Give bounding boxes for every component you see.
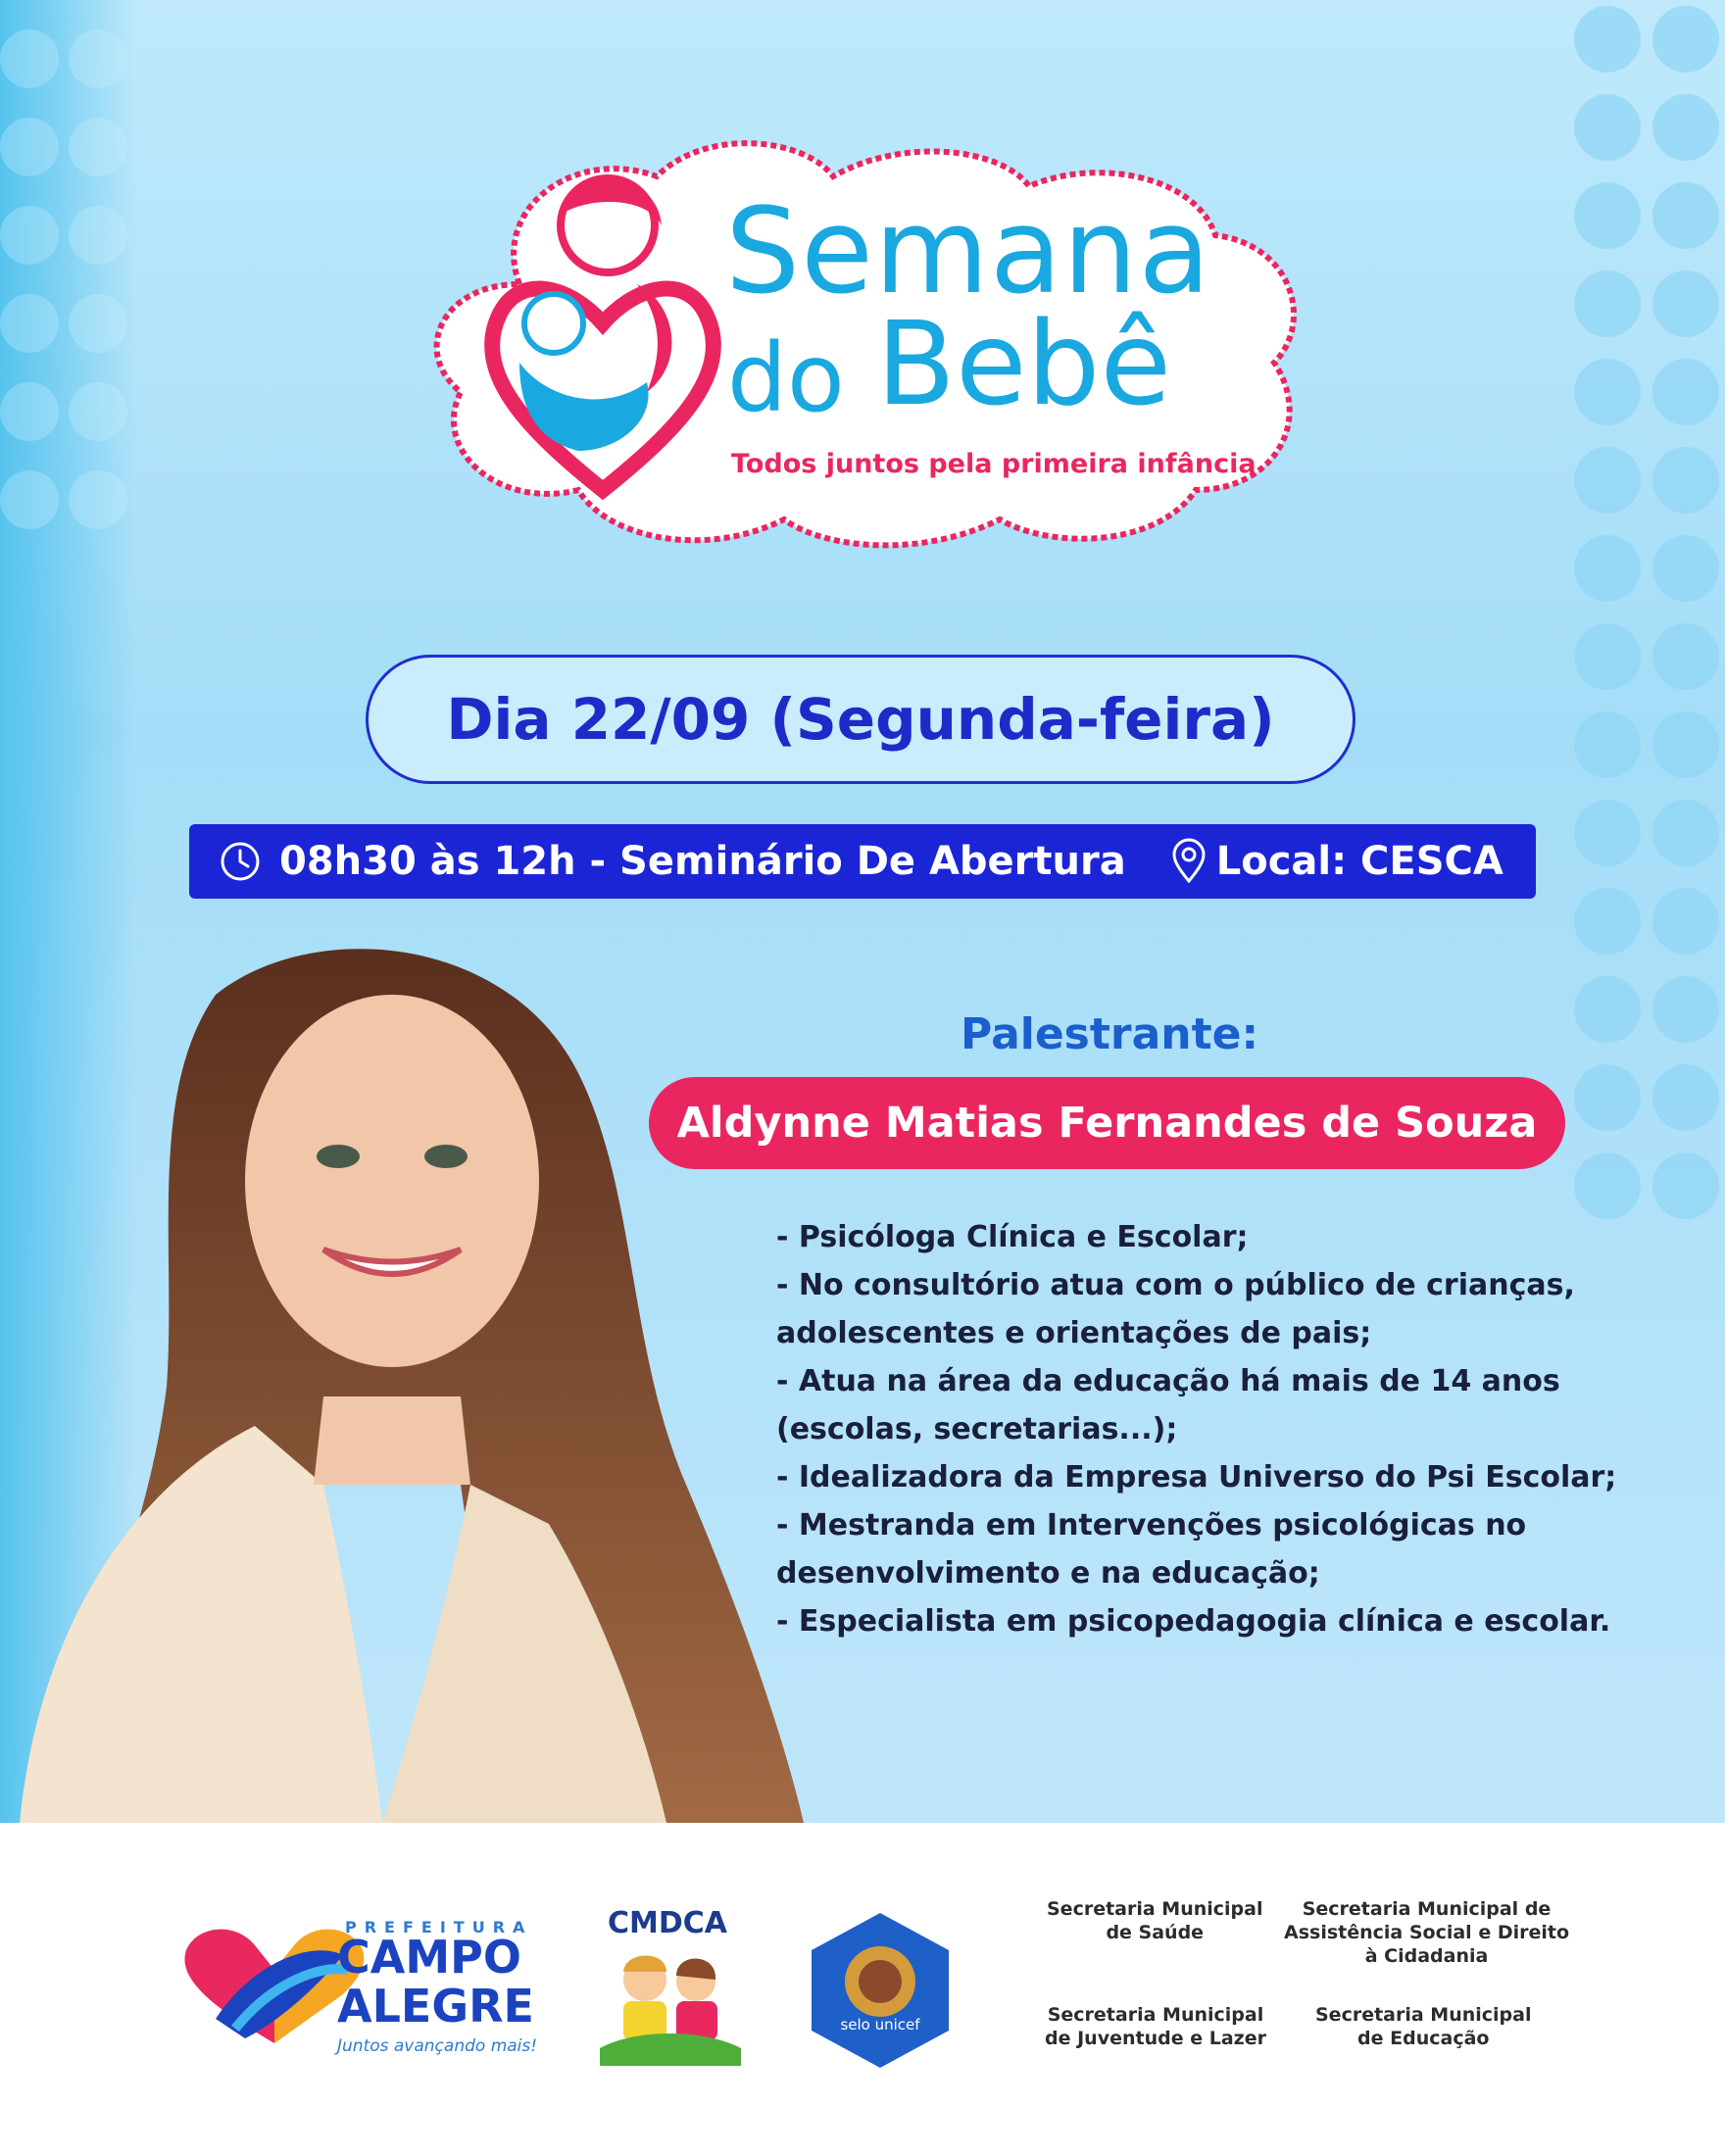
schedule-bar <box>189 824 1536 899</box>
date-text: Dia 22/09 (Segunda-feira) <box>446 686 1275 753</box>
right-bubble-pattern <box>1568 0 1725 1823</box>
date-pill <box>366 655 1355 784</box>
sec-saude: Secretaria Municipal de Saúde <box>1047 1898 1263 1943</box>
logo-title-do: do <box>727 323 845 433</box>
sec-educacao: Secretaria Municipal de Educação <box>1315 2004 1532 2049</box>
prefeitura-label: PREFEITURA <box>345 1918 533 1936</box>
logo-tagline: Todos juntos pela primeira infância <box>731 449 1257 479</box>
speaker-photo <box>0 936 804 1823</box>
logo-title-bebe: Bebê <box>876 296 1172 431</box>
speaker-name-pill <box>649 1077 1565 1169</box>
unicef-seal-logo <box>806 1911 955 2070</box>
schedule-location: Local: CESCA <box>1215 839 1503 884</box>
sec-juventude-lazer: Secretaria Municipal de Juventude e Lazer <box>1045 2004 1266 2049</box>
logo-title-line1: Semana <box>725 184 1212 320</box>
speaker-label: Palestrante: <box>961 1009 1259 1059</box>
cmdca-title: CMDCA <box>608 1906 728 1940</box>
schedule-time: 08h30 às 12h - Seminário De Abertura <box>279 839 1126 884</box>
bio-line: adolescentes e orientações de pais; <box>776 1316 1372 1350</box>
bio-line: desenvolvimento e na educação; <box>776 1556 1320 1591</box>
bio-line: (escolas, secretarias...); <box>776 1412 1178 1446</box>
speaker-name: Aldynne Matias Fernandes de Souza <box>676 1099 1538 1148</box>
alegre-label: ALEGRE <box>337 1980 534 2033</box>
speaker-bio <box>776 1213 1617 1645</box>
prefeitura-slogan: Juntos avançando mais! <box>337 2036 538 2056</box>
event-logo <box>412 137 1313 559</box>
campo-label: CAMPO <box>337 1931 521 1984</box>
bio-line: - Psicóloga Clínica e Escolar; <box>776 1220 1249 1254</box>
bio-line: - Atua na área da educação há mais de 14 anos <box>776 1364 1560 1398</box>
clock-icon <box>219 840 262 883</box>
sec-assistencia-social: Secretaria Municipal de Assistência Social e Direito à Cidadania <box>1284 1898 1570 1967</box>
location-pin-icon <box>1169 838 1208 885</box>
bio-line: - Especialista em psicopedagogia clínica e escolar. <box>776 1604 1611 1639</box>
bio-line: - Idealizadora da Empresa Universo do Psi Escolar; <box>776 1460 1617 1494</box>
unicef-label: selo unicef <box>840 2016 920 2034</box>
cmdca-children-logo <box>586 1911 755 2068</box>
bio-line: - Mestranda em Intervenções psicológicas no <box>776 1508 1527 1543</box>
bio-line: - No consultório atua com o público de crianças, <box>776 1268 1575 1302</box>
